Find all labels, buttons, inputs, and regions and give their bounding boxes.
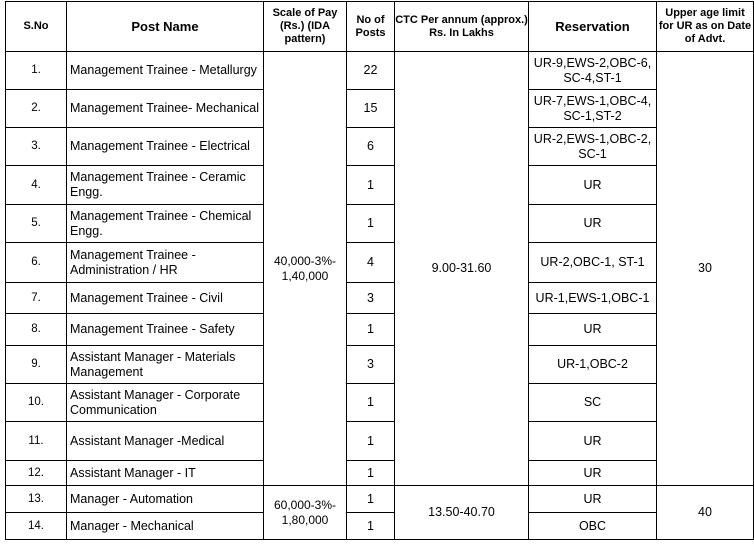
row-post-name: Management Trainee - Civil <box>67 283 264 314</box>
row-reservation: UR <box>529 166 657 205</box>
table-row <box>6 422 754 461</box>
table-row <box>6 52 754 90</box>
row-sno: 3. <box>6 128 67 166</box>
table-row <box>6 346 754 384</box>
row-post-name: Management Trainee - Administration / HR <box>67 243 264 283</box>
group-1-upper-age-limit: 30 <box>657 52 754 486</box>
row-reservation: UR-9,EWS-2,OBC-6, SC-4,ST-1 <box>529 52 657 90</box>
row-post-name: Assistant Manager -Medical <box>67 422 264 461</box>
row-sno: 10. <box>6 384 67 422</box>
row-post-name: Management Trainee - Metallurgy <box>67 52 264 90</box>
row-no-of-posts: 1 <box>347 314 395 346</box>
header-post-name: Post Name <box>67 2 264 52</box>
row-sno: 12. <box>6 461 67 486</box>
header-sno: S.No <box>6 2 67 52</box>
row-no-of-posts: 1 <box>347 461 395 486</box>
group-2-ctc: 13.50-40.70 <box>395 486 529 540</box>
row-post-name: Assistant Manager - Corporate Communication <box>67 384 264 422</box>
table-row <box>6 166 754 205</box>
table-row <box>6 128 754 166</box>
row-sno: 2. <box>6 90 67 128</box>
group-1-scale-of-pay <box>264 52 347 486</box>
row-no-of-posts: 1 <box>347 384 395 422</box>
table-row <box>6 243 754 283</box>
row-post-name: Management Trainee - Chemical Engg. <box>67 205 264 243</box>
row-sno: 1. <box>6 52 67 90</box>
row-reservation: UR-1,OBC-2 <box>529 346 657 384</box>
row-reservation: UR <box>529 314 657 346</box>
row-sno: 8. <box>6 314 67 346</box>
row-post-name: Manager - Mechanical <box>67 513 264 540</box>
header-upper-age-limit: Upper age limit for UR as on Date of Advt. <box>657 2 754 52</box>
header-scale-of-pay: Scale of Pay (Rs.) (IDA pattern) <box>264 2 347 52</box>
row-no-of-posts: 1 <box>347 422 395 461</box>
row-no-of-posts: 4 <box>347 243 395 283</box>
row-reservation: UR-2,OBC-1, ST-1 <box>529 243 657 283</box>
row-sno: 5. <box>6 205 67 243</box>
group-2-upper-age-limit: 40 <box>657 486 754 540</box>
row-sno: 11. <box>6 422 67 461</box>
row-no-of-posts: 6 <box>347 128 395 166</box>
row-reservation: UR-2,EWS-1,OBC-2, SC-1 <box>529 128 657 166</box>
row-reservation: UR <box>529 422 657 461</box>
header-ctc: CTC Per annum (approx.) Rs. In Lakhs <box>395 2 529 52</box>
row-sno: 7. <box>6 283 67 314</box>
row-no-of-posts: 3 <box>347 283 395 314</box>
row-post-name: Management Trainee - Electrical <box>67 128 264 166</box>
row-post-name: Management Trainee - Ceramic Engg. <box>67 166 264 205</box>
row-reservation: OBC <box>529 513 657 540</box>
table-row <box>6 90 754 128</box>
row-no-of-posts: 1 <box>347 513 395 540</box>
row-reservation: UR <box>529 205 657 243</box>
header-reservation: Reservation <box>529 2 657 52</box>
row-post-name: Assistant Manager - IT <box>67 461 264 486</box>
row-post-name: Assistant Manager - Materials Management <box>67 346 264 384</box>
table-row <box>6 384 754 422</box>
row-reservation: UR-7,EWS-1,OBC-4, SC-1,ST-2 <box>529 90 657 128</box>
table-row <box>6 314 754 346</box>
row-no-of-posts: 1 <box>347 166 395 205</box>
row-sno: 9. <box>6 346 67 384</box>
header-no-of-posts: No of Posts <box>347 2 395 52</box>
group-1-ctc: 9.00-31.60 <box>395 52 529 486</box>
row-no-of-posts: 3 <box>347 346 395 384</box>
table-row <box>6 486 754 513</box>
row-reservation: UR-1,EWS-1,OBC-1 <box>529 283 657 314</box>
row-reservation: SC <box>529 384 657 422</box>
posts-table <box>5 1 754 540</box>
table-row <box>6 205 754 243</box>
group-1-pay-text: 40,000-3%- 1,40,000 <box>273 253 337 283</box>
row-sno: 6. <box>6 243 67 283</box>
row-sno: 13. <box>6 486 67 513</box>
row-sno: 4. <box>6 166 67 205</box>
row-post-name: Manager - Automation <box>67 486 264 513</box>
row-post-name: Management Trainee - Safety <box>67 314 264 346</box>
table-row <box>6 461 754 486</box>
row-reservation: UR <box>529 486 657 513</box>
row-reservation: UR <box>529 461 657 486</box>
row-no-of-posts: 22 <box>347 52 395 90</box>
group-2-scale-of-pay <box>264 486 347 540</box>
row-no-of-posts: 1 <box>347 486 395 513</box>
row-post-name: Management Trainee- Mechanical <box>67 90 264 128</box>
group-2-pay-text: 60,000-3%- 1,80,000 <box>273 497 337 527</box>
table-row <box>6 513 754 540</box>
row-sno: 14. <box>6 513 67 540</box>
header-row <box>6 2 754 52</box>
table-row <box>6 283 754 314</box>
row-no-of-posts: 1 <box>347 205 395 243</box>
row-no-of-posts: 15 <box>347 90 395 128</box>
